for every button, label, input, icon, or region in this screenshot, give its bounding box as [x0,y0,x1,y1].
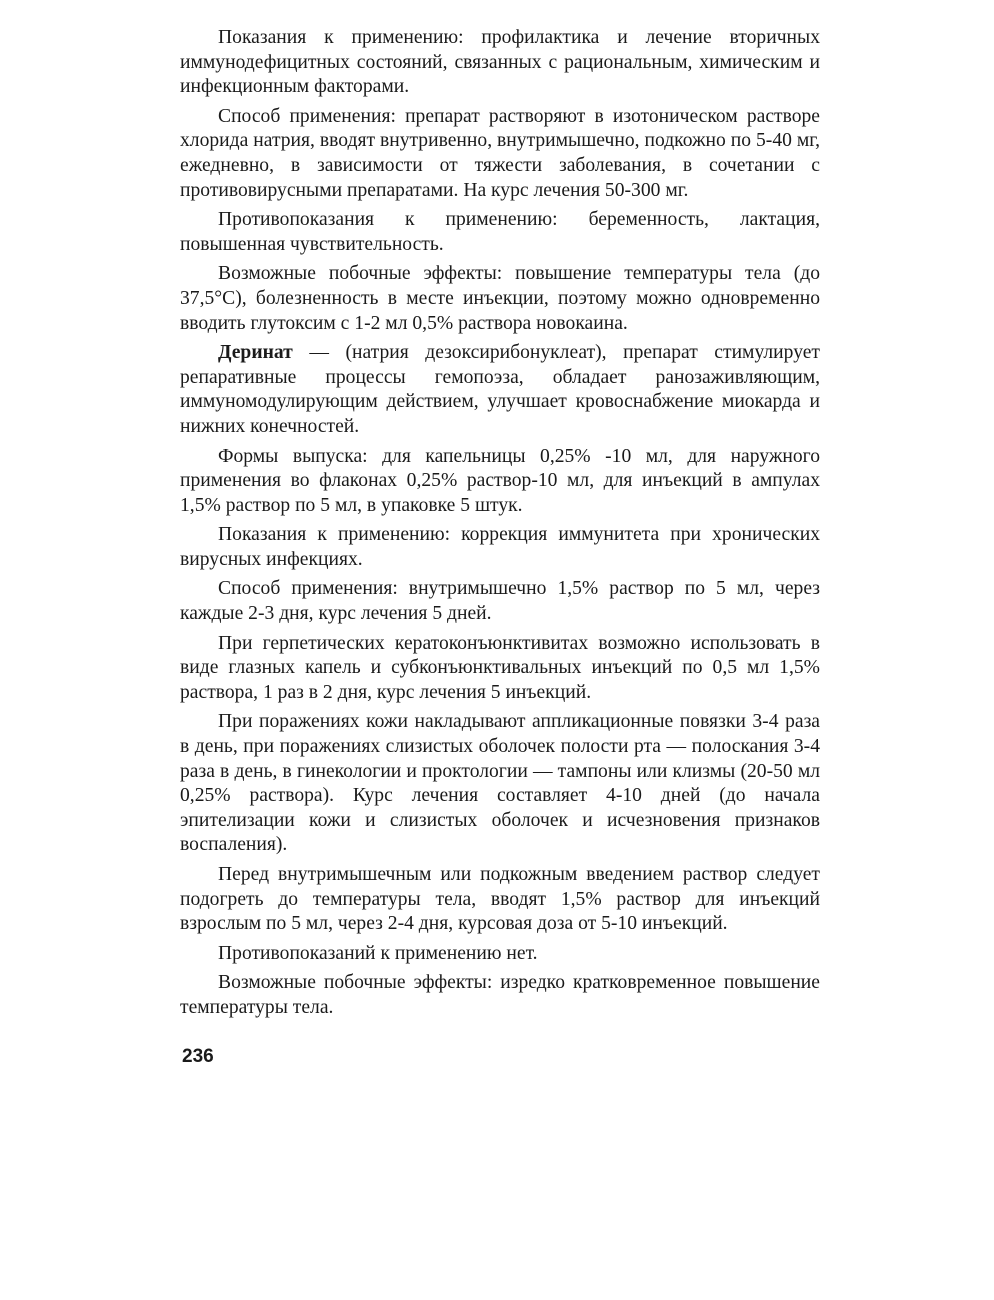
paragraph-contraindications [180,208,820,257]
paragraph-keratoconjunctivitis [180,632,820,706]
paragraph-side-effects-2 [180,971,820,1020]
paragraph-administration-2 [180,577,820,626]
paragraph-text: — (натрия дезоксирибонуклеат), препарат стимулирует репаративные процессы гемопоэза, обладает ранозаживляющим, иммуномодулирующим действием, улучшает кровоснабжение миокарда и нижних конечностей. [180,342,820,437]
paragraph-text: При поражениях кожи накладывают аппликационные повязки 3-4 раза в день, при поражениях слизистых оболочек полости рта — полоскания 3-4 раза в день, в гинекологии и проктологии — тампоны или клизмы (20-50 мл 0,25% раствора). Курс лечения составляет 4-10 дней (до начала эпителизации кожи и слизистых оболочек и исчезновения признаков воспаления). [180,711,820,856]
paragraph-text: Способ применения: препарат растворяют в изотоническом растворе хлорида натрия, вводят внутривенно, внутримышечно, подкожно по 5-40 мг, ежедневно, в зависимости от тяжести заболевания, в сочетании с противовирусными препаратами. На курс лечения 50-300 мг. [180,105,820,201]
paragraph-text: Перед внутримышечным или подкожным введением раствор следует подогреть до температуры тела, вводят 1,5% раствор для инъекций взрослым по 5 мл, через 2-4 дня, курсовая доза от 5-10 инъекций. [180,864,820,935]
paragraph-administration [180,105,820,203]
paragraph-release-forms [180,445,820,519]
paragraph-text: Способ применения: внутримышечно 1,5% раствор по 5 мл, через каждые 2-3 дня, курс лечения 5 дней. [180,578,820,625]
document-body [180,26,820,1026]
paragraph-text: При герпетических кератоконъюнктивитах возможно использовать в виде глазных капель и субконъюнктивальных инъекций по 0,5 мл 1,5% раствора, 1 раз в 2 дня, курс лечения 5 инъекций. [180,632,820,703]
drug-name-heading: Деринат [218,342,293,364]
paragraph-text: Возможные побочные эффекты: изредко кратковременное повышение температуры тела. [180,972,820,1018]
paragraph-text: Возможные побочные эффекты: повышение температуры тела (до 37,5°С), болезненность в месте инъекции, поэтому можно одновременно вводить глутоксим с 1-2 мл 0,5% раствора новокаина. [180,263,820,334]
paragraph-indications-2 [180,523,820,572]
paragraph-derinat-intro [180,341,820,439]
paragraph-indications [180,26,820,100]
paragraph-contraindications-2 [180,942,820,967]
paragraph-injection-prep [180,863,820,937]
page-number: 236 [182,1046,214,1067]
paragraph-text: Противопоказания к применению: беременность, лактация, повышенная чувствительность. [180,209,820,255]
paragraph-text: Показания к применению: коррекция иммунитета при хронических вирусных инфекциях. [180,524,820,570]
paragraph-text: Показания к применению: профилактика и лечение вторичных иммунодефицитных состояний, связанных с рациональным, химическим и инфекционным факторами. [180,27,820,98]
paragraph-skin-lesions [180,710,820,858]
paragraph-text: Противопоказаний к применению нет. [218,942,538,964]
paragraph-text: Формы выпуска: для капельницы 0,25% -10 мл, для наружного применения во флаконах 0,25% раствор-10 мл, для инъекций в ампулах 1,5% раствор по 5 мл, в упаковке 5 штук. [180,445,820,516]
paragraph-side-effects [180,262,820,336]
